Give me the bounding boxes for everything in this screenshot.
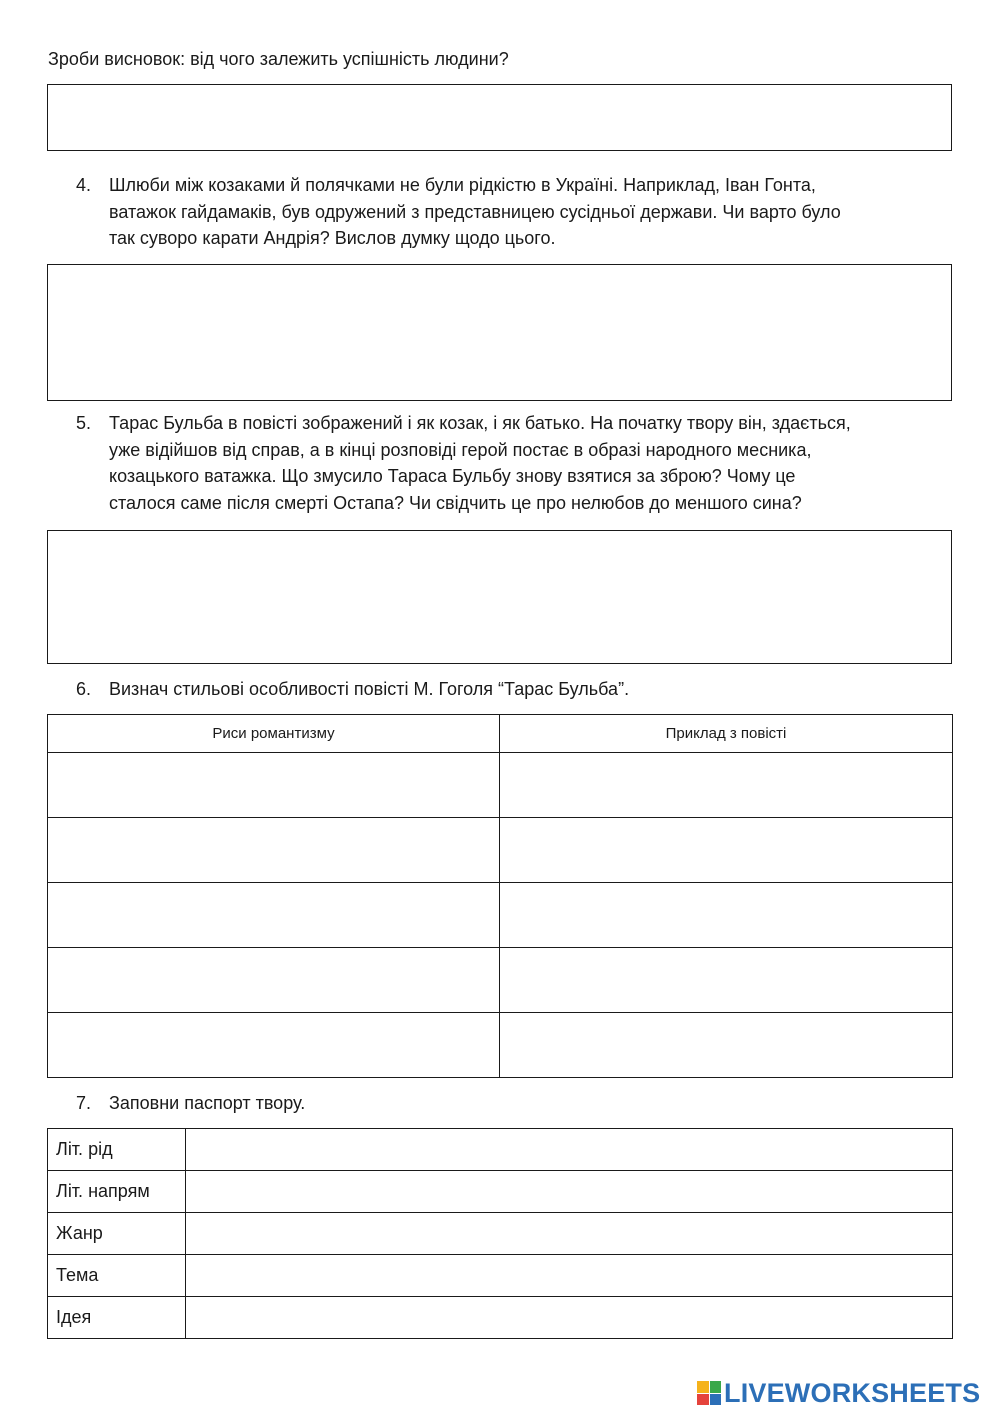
question-5-line-1: Тарас Бульба в повісті зображений і як козак, і як батько. На початку твору він, здається,: [109, 413, 851, 433]
style-table-cell-example[interactable]: [500, 1013, 953, 1078]
passport-label-direction: Літ. напрям: [48, 1171, 186, 1213]
logo-square-icon: [710, 1394, 722, 1406]
passport-label-genre: Жанр: [48, 1213, 186, 1255]
style-table-row: [48, 948, 953, 1013]
logo-square-icon: [710, 1381, 722, 1393]
style-table-header-romanticism: Риси романтизму: [48, 715, 500, 753]
conclusion-answer-box[interactable]: [47, 84, 952, 151]
liveworksheets-logo-icon: [697, 1381, 721, 1405]
question-4-number: 4.: [76, 175, 92, 195]
liveworksheets-logo-text: LIVEWORKSHEETS: [724, 1377, 981, 1408]
style-table-cell-feature[interactable]: [48, 818, 500, 883]
question-5-answer-box[interactable]: [47, 530, 952, 664]
style-features-table: [47, 714, 953, 1078]
logo-square-icon: [697, 1394, 709, 1406]
question-4: [76, 172, 956, 252]
question-6-text: Визнач стильові особливості повісті М. Гоголя “Тарас Бульба”.: [109, 679, 630, 699]
question-5-line-3: козацького ватажка. Що змусило Тараса Бульбу знову взятися за зброю? Чому це: [109, 466, 796, 486]
passport-row: [48, 1129, 953, 1171]
style-table-cell-feature[interactable]: [48, 1013, 500, 1078]
passport-answer-genus[interactable]: [186, 1129, 953, 1171]
passport-row: [48, 1171, 953, 1213]
passport-answer-idea[interactable]: [186, 1297, 953, 1339]
question-5-number: 5.: [76, 413, 92, 433]
passport-label-theme: Тема: [48, 1255, 186, 1297]
passport-row: [48, 1213, 953, 1255]
style-table-cell-example[interactable]: [500, 818, 953, 883]
style-table-cell-feature[interactable]: [48, 883, 500, 948]
style-table-row: [48, 753, 953, 818]
style-table-header-example: Приклад з повісті: [500, 715, 953, 753]
passport-row: [48, 1297, 953, 1339]
passport-answer-direction[interactable]: [186, 1171, 953, 1213]
question-4-line-1: Шлюби між козаками й полячками не були рідкістю в Україні. Наприклад, Іван Гонта,: [109, 175, 816, 195]
question-5: [76, 410, 956, 516]
style-table-cell-feature[interactable]: [48, 948, 500, 1013]
conclusion-prompt: Зроби висновок: від чого залежить успішність людини?: [48, 49, 509, 69]
passport-row: [48, 1255, 953, 1297]
style-table-cell-example[interactable]: [500, 883, 953, 948]
question-5-line-4: сталося саме після смерті Остапа? Чи свідчить це про нелюбов до меншого сина?: [109, 492, 802, 513]
liveworksheets-logo: [697, 1379, 980, 1407]
style-table-row: [48, 818, 953, 883]
question-7-number: 7.: [76, 1093, 92, 1113]
style-table-cell-example[interactable]: [500, 948, 953, 1013]
passport-label-idea: Ідея: [48, 1297, 186, 1339]
question-6: [76, 676, 956, 703]
style-table-row: [48, 1013, 953, 1078]
style-table-cell-example[interactable]: [500, 753, 953, 818]
question-6-number: 6.: [76, 679, 92, 699]
question-4-line-3: так суворо карати Андрія? Вислов думку щодо цього.: [109, 228, 556, 248]
question-4-line-2: ватажок гайдамаків, був одружений з представницею сусідньої держави. Чи варто було: [109, 201, 841, 222]
style-table-row: [48, 883, 953, 948]
passport-answer-genre[interactable]: [186, 1213, 953, 1255]
work-passport-table: [47, 1128, 953, 1339]
style-table-cell-feature[interactable]: [48, 753, 500, 818]
question-7: [76, 1090, 956, 1117]
passport-label-genus: Літ. рід: [48, 1129, 186, 1171]
question-5-line-2: уже відійшов від справ, а в кінці розповіді герой постає в образі народного месника,: [109, 439, 812, 460]
style-table-header-row: [48, 715, 953, 753]
question-7-text: Заповни паспорт твору.: [109, 1093, 306, 1113]
logo-square-icon: [697, 1381, 709, 1393]
passport-answer-theme[interactable]: [186, 1255, 953, 1297]
question-4-answer-box[interactable]: [47, 264, 952, 401]
